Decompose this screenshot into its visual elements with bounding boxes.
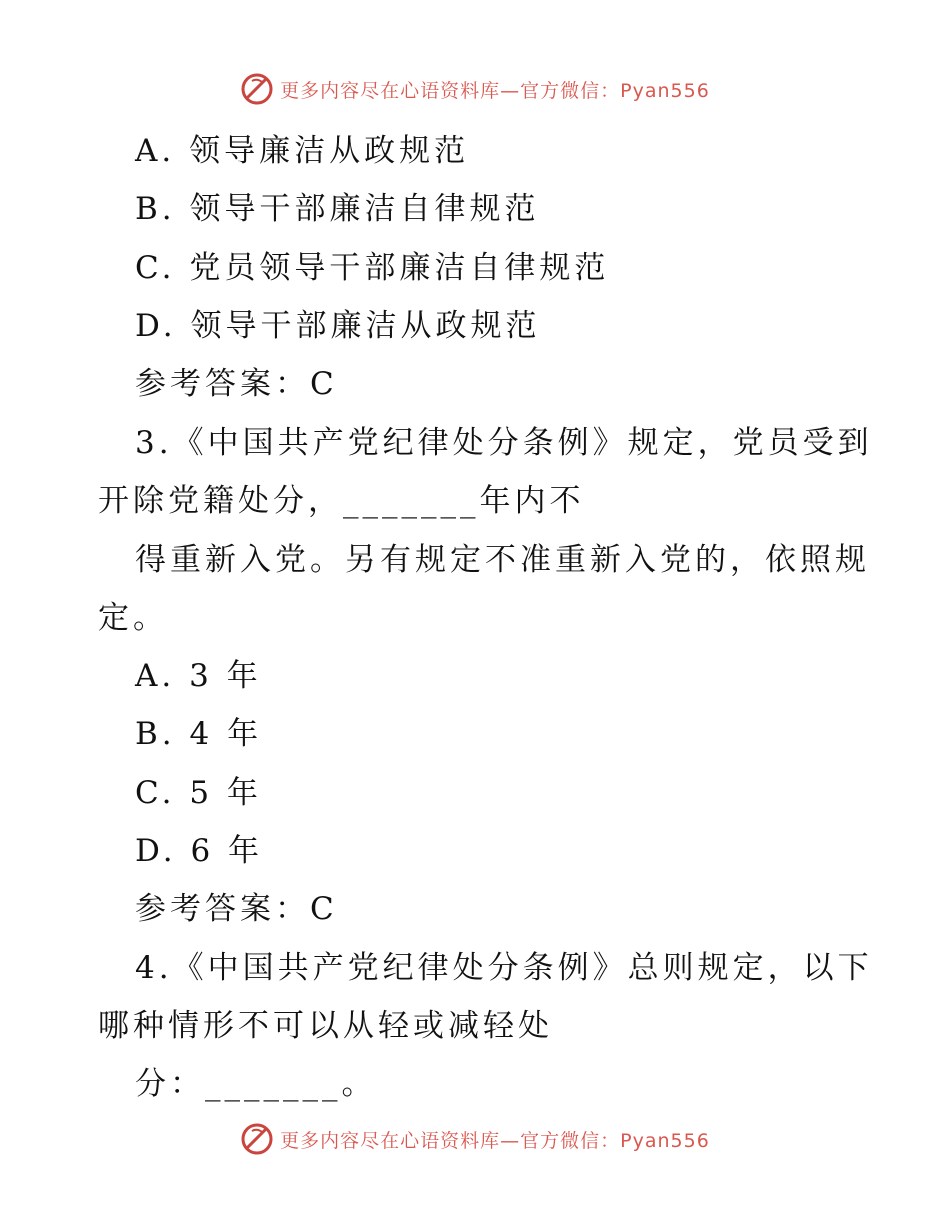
question-4-line-2: 哪种情形不可以从轻或减轻处	[98, 1008, 553, 1044]
question-3-line-4: 定。	[98, 600, 168, 636]
question-3-line-3: 得重新入党。另有规定不准重新入党的，依照规	[135, 542, 870, 578]
question-4-line-3: 分：_______。	[135, 1066, 377, 1102]
question-3-line-1: 3.《中国共产党纪律处分条例》规定，党员受到	[135, 425, 873, 461]
brand-logo-icon	[240, 72, 274, 106]
option-c-q2: C. 党员领导干部廉洁自律规范	[135, 250, 610, 286]
brand-logo-icon	[240, 1122, 274, 1156]
option-b-q2: B. 领导干部廉洁自律规范	[135, 191, 540, 227]
wechat-id: Pyan556	[620, 1129, 710, 1152]
option-d-q3: D. 6 年	[135, 833, 264, 869]
question-3-line-2: 开除党籍处分，_______年内不	[98, 483, 585, 519]
option-b-q3: B. 4 年	[135, 716, 263, 752]
banner-label: 更多内容尽在心语资料库—官方微信：	[280, 79, 621, 102]
footer-banner	[0, 1122, 950, 1156]
answer-q2: 参考答案：C	[135, 366, 338, 402]
banner-text	[280, 76, 710, 103]
option-c-q3: C. 5 年	[135, 775, 262, 811]
option-a-q2: A. 领导廉洁从政规范	[135, 133, 470, 169]
option-d-q2: D. 领导干部廉洁从政规范	[135, 308, 541, 344]
answer-q3: 参考答案：C	[135, 891, 338, 927]
header-banner	[0, 72, 950, 106]
option-a-q3: A. 3 年	[135, 658, 262, 694]
banner-text	[280, 1126, 710, 1153]
banner-label: 更多内容尽在心语资料库—官方微信：	[280, 1129, 621, 1152]
question-4-line-1: 4.《中国共产党纪律处分条例》总则规定，以下	[135, 950, 873, 986]
wechat-id: Pyan556	[620, 79, 710, 102]
